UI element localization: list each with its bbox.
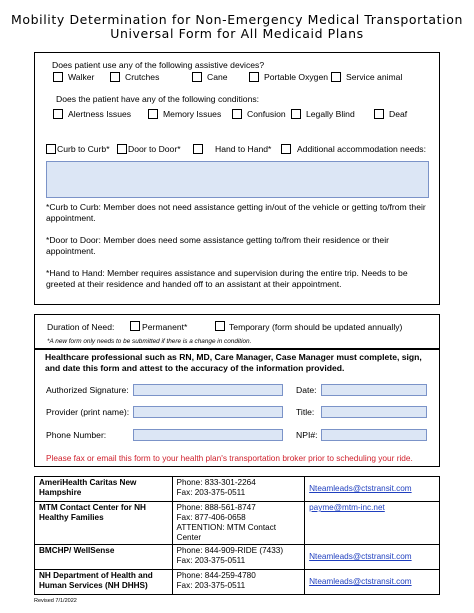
devices-question: Does patient use any of the following assistive devices? (52, 60, 265, 70)
warning-text: Please fax or email this form to your health plan's transportation broker prior to scheduling your ride. (46, 453, 413, 463)
service-animal-label: Service animal (346, 72, 403, 82)
additional-needs-label: Additional accommodation needs: (297, 144, 426, 154)
memory-checkbox[interactable] (148, 109, 158, 119)
portable-oxygen-label: Portable Oxygen (264, 72, 329, 82)
signature-field[interactable] (133, 384, 283, 396)
email-cell (305, 545, 440, 570)
legally-blind-checkbox[interactable] (291, 109, 301, 119)
crutches-checkbox[interactable] (110, 72, 120, 82)
curb-to-curb-label: Curb to Curb* (57, 144, 110, 154)
fax-number: Fax: 877-406-0658 (176, 513, 246, 522)
duration-note: *A new form only needs to be submitted if there is a change in condition. (47, 338, 252, 345)
confusion-label: Confusion (247, 109, 286, 119)
deaf-label: Deaf (389, 109, 408, 119)
permanent-checkbox[interactable] (130, 321, 140, 331)
fax-number: Fax: 203-375-0511 (176, 556, 246, 565)
service-animal-checkbox[interactable] (331, 72, 341, 82)
fax-number: Fax: 203-375-0511 (176, 581, 246, 590)
email-link[interactable]: payme@mtm-inc.net (309, 503, 385, 512)
conditions-question: Does the patient have any of the following conditions: (56, 94, 260, 104)
phone-number: Phone: 888-561-8747 (176, 503, 256, 512)
hand-to-hand-checkbox[interactable] (193, 144, 203, 154)
crutches-label: Crutches (125, 72, 160, 82)
phone-label: Phone Number: (46, 430, 107, 440)
date-label: Date: (296, 385, 317, 395)
additional-needs-checkbox[interactable] (281, 144, 291, 154)
cane-checkbox[interactable] (192, 72, 202, 82)
email-link[interactable]: Nteamleads@ctstransit.com (309, 577, 412, 586)
alertness-label: Alertness Issues (68, 109, 132, 119)
form-subtitle: Universal Form for All Medicaid Plans (110, 26, 364, 41)
provider-field[interactable] (133, 406, 283, 418)
contact-info (172, 502, 305, 545)
memory-label: Memory Issues (163, 109, 222, 119)
plan-name: NH Department of Health and Human Services (NH DHHS) (35, 570, 173, 595)
hand-to-hand-definition: *Hand to Hand: Member requires assistance and supervision during the entire trip. Needs to be greeted at their residence and handed off to an assistant at their appointment. (46, 268, 408, 289)
cane-label: Cane (207, 72, 228, 82)
signature-label: Authorized Signature: (46, 385, 129, 395)
curb-to-curb-checkbox[interactable] (46, 144, 56, 154)
attention-line: ATTENTION: MTM Contact Center (176, 523, 277, 542)
deaf-checkbox[interactable] (374, 109, 384, 119)
npi-field[interactable] (321, 429, 427, 441)
provider-label: Provider (print name): (46, 407, 130, 417)
contact-info (172, 570, 305, 595)
walker-checkbox[interactable] (53, 72, 63, 82)
curb-to-curb-definition: *Curb to Curb: Member does not need assistance getting in/out of the vehicle or getting to/from their appointment. (46, 202, 426, 223)
duration-label: Duration of Need: (47, 322, 115, 332)
alertness-checkbox[interactable] (53, 109, 63, 119)
door-to-door-definition: *Door to Door: Member does need some assistance getting to/from their residence or their appointment. (46, 235, 389, 256)
revision-date: Revised 7/1/2022 (34, 598, 77, 604)
phone-field[interactable] (133, 429, 283, 441)
fax-number: Fax: 203-375-0511 (176, 488, 246, 497)
title-label: Title: (296, 407, 315, 417)
phone-number: Phone: 844-259-4780 (176, 571, 256, 580)
table-row (35, 477, 440, 502)
plan-name: MTM Contact Center for NH Healthy Families (35, 502, 173, 545)
contact-info (172, 545, 305, 570)
confusion-checkbox[interactable] (232, 109, 242, 119)
email-cell (305, 477, 440, 502)
phone-number: Phone: 833-301-2264 (176, 478, 256, 487)
form-title: Mobility Determination for Non-Emergency Medical Transportation (10, 12, 464, 27)
npi-label: NPI#: (296, 430, 318, 440)
table-row (35, 570, 440, 595)
plan-name: BMCHP/ WellSense (35, 545, 173, 570)
door-to-door-checkbox[interactable] (117, 144, 127, 154)
professional-instructions: Healthcare professional such as RN, MD, Care Manager, Case Manager must complete, sign, and date this form and attest to the accuracy of the information provided. (45, 352, 422, 373)
broker-contacts-table (34, 476, 440, 595)
door-to-door-label: Door to Door* (128, 144, 181, 154)
date-field[interactable] (321, 384, 427, 396)
plan-name: AmeriHealth Caritas New Hampshire (35, 477, 173, 502)
phone-number: Phone: 844-909-RIDE (7433) (176, 546, 284, 555)
title-field[interactable] (321, 406, 427, 418)
table-row (35, 502, 440, 545)
email-link[interactable]: Nteamleads@ctstransit.com (309, 484, 412, 493)
portable-oxygen-checkbox[interactable] (249, 72, 259, 82)
legally-blind-label: Legally Blind (306, 109, 355, 119)
email-link[interactable]: Nteamleads@ctstransit.com (309, 552, 412, 561)
email-cell (305, 570, 440, 595)
temporary-checkbox[interactable] (215, 321, 225, 331)
permanent-label: Permanent* (142, 322, 188, 332)
hand-to-hand-label: Hand to Hand* (215, 144, 272, 154)
table-row (35, 545, 440, 570)
temporary-label: Temporary (form should be updated annually) (229, 322, 403, 332)
additional-needs-field[interactable] (46, 161, 429, 198)
email-cell (305, 502, 440, 545)
contact-info (172, 477, 305, 502)
walker-label: Walker (68, 72, 95, 82)
